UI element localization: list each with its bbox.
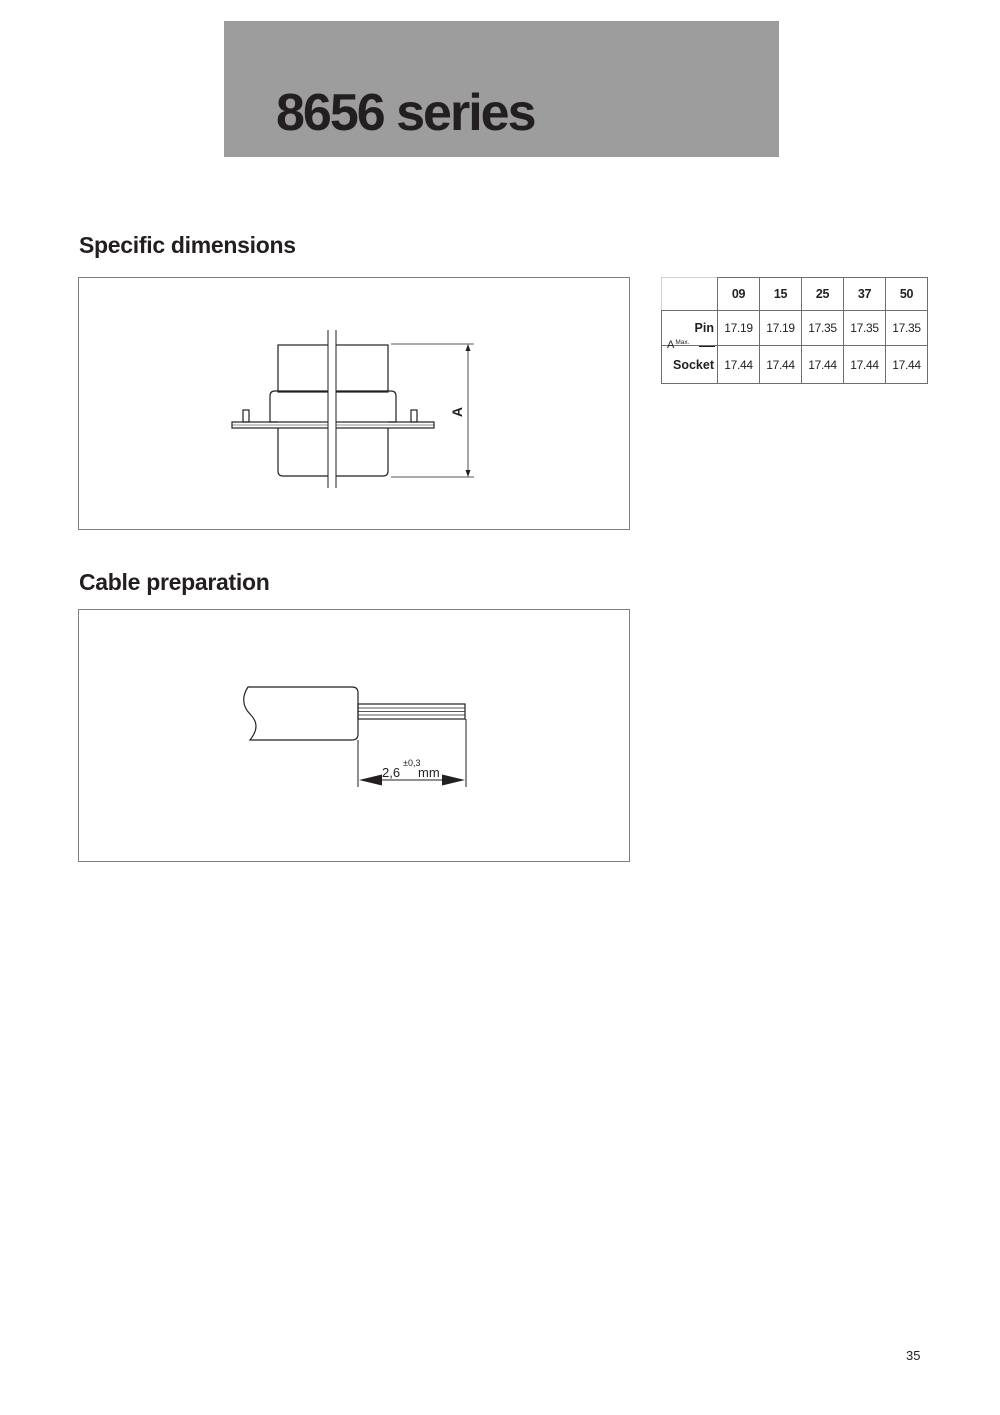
cable-drawing-frame <box>78 609 630 862</box>
table-row <box>662 346 928 384</box>
cable-preparation-drawing <box>79 610 631 863</box>
table-corner <box>662 278 718 311</box>
cable-heading: Cable preparation <box>79 569 270 595</box>
connector-dimension-drawing <box>79 278 631 531</box>
column-header: 09 <box>718 278 760 311</box>
column-header: 15 <box>760 278 802 311</box>
dimensions-heading: Specific dimensions <box>79 232 296 258</box>
strip-length-tolerance: ±0,3 <box>403 758 421 768</box>
a-max-label: $A_{Max.}$ <box>667 339 690 351</box>
column-header: 25 <box>802 278 844 311</box>
row-label-cell <box>662 311 718 351</box>
arrow-right <box>442 775 465 786</box>
column-header: 37 <box>844 278 886 311</box>
page-number: 35 <box>906 1348 921 1363</box>
column-header: 50 <box>886 278 928 311</box>
screw-post-right <box>411 410 417 422</box>
row-label: Pin <box>694 321 714 335</box>
table-cell: 17.35 <box>886 311 928 346</box>
table-cell: 17.44 <box>844 346 886 384</box>
table-row <box>662 311 928 346</box>
table-cell: 17.44 <box>760 346 802 384</box>
table-cell: 17.44 <box>802 346 844 384</box>
strip-length-value: 2,6 <box>382 765 401 780</box>
table-cell: 17.19 <box>718 311 760 346</box>
table-cell: 17.19 <box>760 311 802 346</box>
row-label: Socket <box>673 357 714 372</box>
table-cell: 17.44 <box>718 346 760 384</box>
table-cell: 17.35 <box>802 311 844 346</box>
strip-length-unit: mm <box>418 765 440 780</box>
page-title: 8656 series <box>276 84 535 142</box>
table-cell: 17.44 <box>886 346 928 384</box>
dimensions-drawing-frame <box>78 277 630 530</box>
cable-jacket <box>244 687 358 740</box>
table-cell: 17.35 <box>844 311 886 346</box>
row-label-cell <box>662 346 718 384</box>
arrow-left <box>359 775 382 786</box>
title-band <box>224 21 779 157</box>
screw-post-left <box>243 410 249 422</box>
dimension-label-a: A <box>449 406 465 418</box>
dimensions-table <box>661 277 928 384</box>
